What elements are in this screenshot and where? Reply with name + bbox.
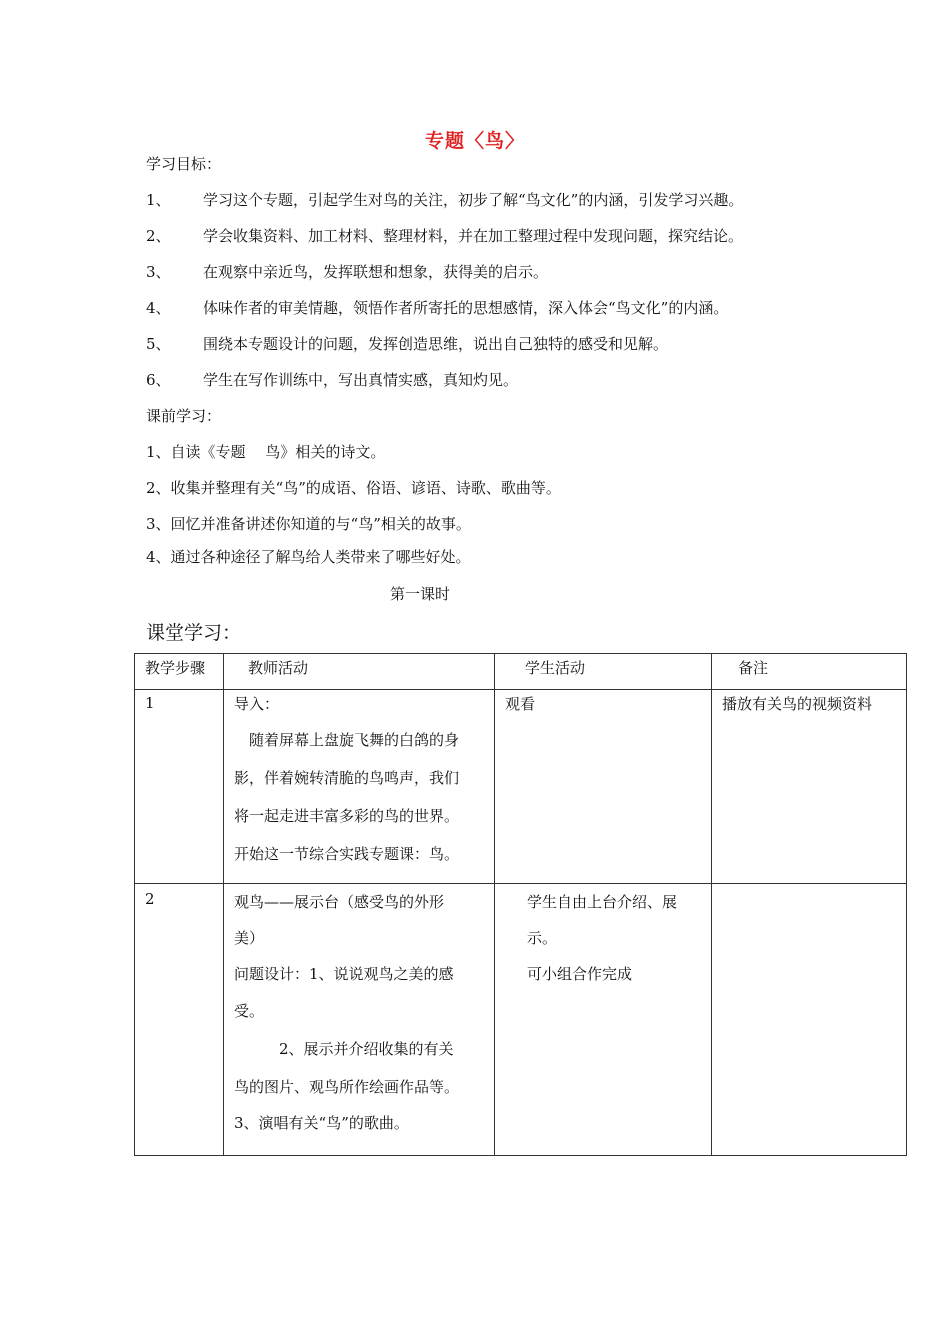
lesson-label: 第一课时 [389, 585, 450, 603]
teacher-line: 问题设计：1、说说观鸟之美的感 [234, 965, 454, 983]
teacher-line: 2、展示并介绍收集的有关 [234, 1040, 454, 1058]
student-activity-cell: 观看 [495, 690, 712, 884]
student-line: 示。 [527, 929, 558, 947]
objectives-heading: 学习目标： [146, 155, 222, 173]
objective-item [146, 333, 668, 354]
student-activity-cell [495, 884, 712, 1156]
objective-text: 在观察中亲近鸟，发挥联想和想象，获得美的启示。 [203, 263, 549, 281]
pre-study-heading: 课前学习： [146, 407, 222, 425]
objective-item [146, 261, 548, 282]
student-line: 可小组合作完成 [527, 965, 633, 983]
pre-study-item: 1、自读《专题 鸟》相关的诗文。 [146, 443, 386, 461]
objective-text: 学生在写作训练中，写出真情实感，真知灼见。 [203, 371, 519, 389]
teacher-activity-cell [224, 690, 495, 884]
teacher-activity-cell [224, 884, 495, 1156]
objective-number: 5、 [146, 335, 171, 353]
objective-text: 学习这个专题，引起学生对鸟的关注，初步了解“鸟文化”的内涵，引发学习兴趣。 [203, 191, 744, 209]
objective-text: 体味作者的审美情趣，领悟作者所寄托的思想感情，深入体会“鸟文化”的内涵。 [203, 299, 729, 317]
teacher-line: 导入： [234, 695, 280, 713]
objective-item [146, 225, 743, 246]
step-cell: 2 [135, 884, 224, 1156]
header-cell: 备注 [712, 654, 907, 690]
teacher-line: 随着屏幕上盘旋飞舞的白鸽的身 [234, 731, 460, 749]
objective-number: 6、 [146, 371, 171, 389]
objective-number: 2、 [146, 227, 171, 245]
teacher-line: 将一起走进丰富多彩的鸟的世界。 [234, 807, 460, 825]
table-header-row [135, 654, 907, 690]
page-title: 专题〈鸟〉 [424, 130, 525, 152]
header-cell: 教师活动 [224, 654, 495, 690]
note-cell [712, 884, 907, 1156]
pre-study-item: 3、回忆并准备讲述你知道的与“鸟”相关的故事。 [146, 515, 471, 533]
teacher-line: 美） [234, 929, 265, 947]
teacher-line: 鸟的图片、观鸟所作绘画作品等。 [234, 1078, 460, 1096]
lesson-plan-table [134, 653, 907, 1156]
pre-study-item: 4、通过各种途径了解鸟给人类带来了哪些好处。 [146, 548, 471, 566]
step-cell: 1 [135, 690, 224, 884]
objective-text: 围绕本专题设计的问题，发挥创造思维，说出自己独特的感受和见解。 [203, 335, 669, 353]
note-cell: 播放有关鸟的视频资料 [712, 690, 907, 884]
teacher-line: 观鸟——展示台（感受鸟的外形 [234, 893, 445, 911]
classroom-heading: 课堂学习： [146, 622, 242, 644]
teacher-line: 3、演唱有关“鸟”的歌曲。 [234, 1114, 409, 1132]
objective-number: 1、 [146, 191, 171, 209]
teacher-line: 受。 [234, 1002, 265, 1020]
objective-item [146, 297, 728, 318]
objective-item [146, 189, 743, 210]
teacher-line: 影，伴着婉转清脆的鸟鸣声，我们 [234, 769, 460, 787]
objective-number: 3、 [146, 263, 171, 281]
teacher-line: 开始这一节综合实践专题课：鸟。 [234, 845, 460, 863]
table-row [135, 884, 907, 1156]
objective-number: 4、 [146, 299, 171, 317]
pre-study-item: 2、收集并整理有关“鸟”的成语、俗语、谚语、诗歌、歌曲等。 [146, 479, 561, 497]
header-cell: 教学步骤 [135, 654, 224, 690]
header-cell: 学生活动 [495, 654, 712, 690]
objective-text: 学会收集资料、加工材料、整理材料，并在加工整理过程中发现问题，探究结论。 [203, 227, 744, 245]
table-row [135, 690, 907, 884]
student-line: 学生自由上台介绍、展 [527, 893, 678, 911]
objective-item [146, 369, 518, 390]
